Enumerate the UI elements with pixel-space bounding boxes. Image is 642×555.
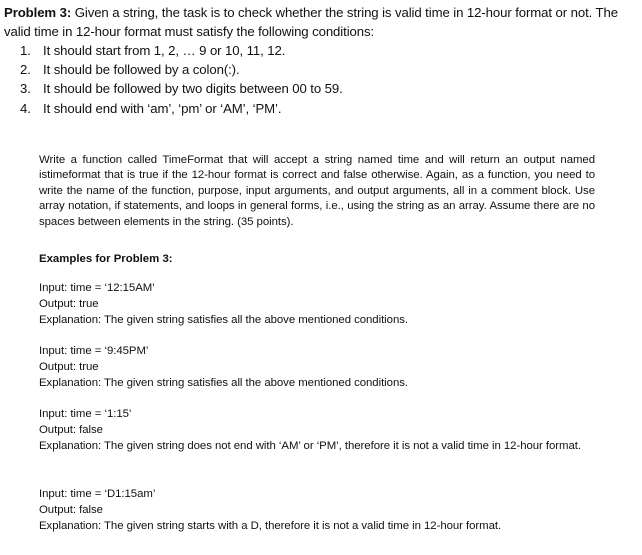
example-block [39, 406, 599, 454]
problem-statement [4, 3, 640, 41]
example-explanation: Explanation: The given string satisfies all the above mentioned conditions. [39, 377, 408, 389]
example-input: Input: time = ‘9:45PM’ [39, 345, 149, 357]
example-output: Output: true [39, 361, 99, 373]
examples-title: Examples for Problem 3: [39, 253, 173, 265]
example-input: Input: time = ‘1:15’ [39, 408, 132, 420]
example-input: Input: time = ‘D1:15am’ [39, 488, 156, 500]
problem-heading-text: Given a string, the task is to check whether the string is valid time in 12-hour format or not. The valid time in 12-hour format must satisfy the following conditions: [4, 5, 618, 39]
example-explanation: Explanation: The given string satisfies all the above mentioned conditions. [39, 314, 408, 326]
task-description: Write a function called TimeFormat that will accept a string named time and will return an output named istimeformat that is true if the 12-hour format is correct and false otherwise. Again, as a function, you need to write the name of the function, purpose, input arguments, and output arguments, all in a comment block. Use array notation, if statements, and loops in general forms, i.e., using the string as an array. Assume there are no spaces between elements in the string. (35 points). [39, 154, 595, 228]
conditions-list [20, 41, 343, 118]
example-explanation: Explanation: The given string starts with a D, therefore it is not a valid time in 12-hour format. [39, 520, 502, 532]
condition-item [20, 41, 343, 60]
condition-item [20, 60, 343, 79]
example-input: Input: time = ‘12:15AM’ [39, 282, 155, 294]
condition-text: It should be followed by a colon(:). [43, 62, 240, 78]
condition-text: It should be followed by two digits between 00 to 59. [43, 81, 343, 97]
example-output: Output: false [39, 504, 103, 516]
condition-number: 4. [20, 100, 31, 116]
problem-heading-label: Problem 3: [4, 5, 72, 20]
example-explanation: Explanation: The given string does not end with ‘AM’ or ‘PM’, therefore it is not a valid time in 12-hour format. [39, 440, 582, 452]
condition-item [20, 79, 343, 98]
condition-number: 2. [20, 62, 31, 78]
condition-number: 3. [20, 81, 31, 97]
condition-text: It should start from 1, 2, … 9 or 10, 11, 12. [43, 43, 286, 58]
condition-text: It should end with ‘am’, ‘pm’ or ‘AM’, ‘PM’. [43, 100, 282, 116]
example-block [39, 280, 599, 328]
example-output: Output: false [39, 424, 103, 436]
example-output: Output: true [39, 298, 99, 310]
condition-item [20, 99, 343, 118]
condition-number: 1. [20, 43, 31, 58]
example-block [39, 486, 599, 534]
example-block [39, 343, 599, 391]
